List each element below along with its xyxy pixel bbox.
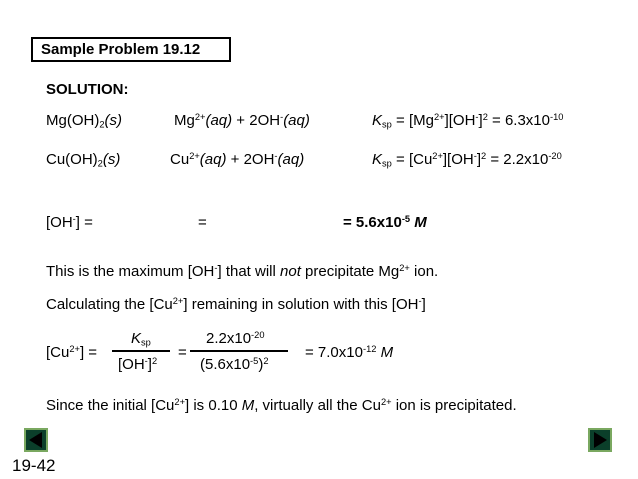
slide-number: 19-42 — [12, 456, 56, 475]
eq2-ksp-expression: $K_{sp} = [Cu^{2+}][OH^-]^2 = 2.2x10^{-20}$ — [372, 150, 562, 169]
problem-title: Sample Problem 19.12 — [31, 37, 231, 62]
cu-result: = $7.0x10^{-12}$ M — [305, 343, 394, 361]
eq1-ksp-expression: $K_{sp} = [Mg^{2+}][OH^-]^2 = 6.3x10^{-10}$ — [372, 111, 564, 130]
conclusion-statement: Since the initial $[Cu^{2+}]$ is 0.10 M, virtually all the $Cu^{2+}$ ion is precipitated. — [46, 396, 517, 414]
oh-concentration-label: [OH-] = — [46, 213, 93, 231]
solution-label: SOLUTION: — [46, 81, 129, 98]
next-slide-button[interactable] — [588, 428, 612, 452]
previous-slide-button[interactable] — [24, 428, 48, 452]
oh-equals-sign: = — [198, 214, 207, 231]
max-oh-statement: This is the maximum [OH-] that will not precipitate $Mg^{2+}$ ion. — [46, 262, 439, 280]
fraction2-numerator: $2.2x10^{-20}$ — [206, 329, 265, 347]
cu-equals-sign: = — [178, 344, 187, 361]
fraction2-denominator: $(5.6x10^{-5})^2$ — [200, 355, 269, 373]
eq2-compound: $Cu(OH)_2(s)$ — [46, 151, 121, 169]
fraction1-numerator: $K_{sp}$ — [131, 330, 151, 348]
arrow-left-icon — [26, 430, 46, 450]
calculating-statement: Calculating the $[Cu^{2+}]$ remaining in solution with this [OH-] — [46, 295, 426, 313]
eq1-compound: $Mg(OH)_2(s)$ — [46, 112, 122, 130]
fraction2-bar — [190, 350, 288, 352]
fraction1-bar — [112, 350, 170, 352]
arrow-right-icon — [590, 430, 610, 450]
fraction1-denominator: $[OH^-]^2$ — [118, 355, 158, 373]
eq1-products: $Mg^{2+}(aq) + 2OH^-(aq)$ — [174, 111, 310, 129]
cu-concentration-label: $[Cu^{2+}]$ = — [46, 343, 98, 361]
eq2-products: $Cu^{2+}(aq) + 2OH^-(aq)$ — [170, 150, 305, 168]
oh-result: = $5.6x10^{-5}$ M — [343, 213, 427, 231]
